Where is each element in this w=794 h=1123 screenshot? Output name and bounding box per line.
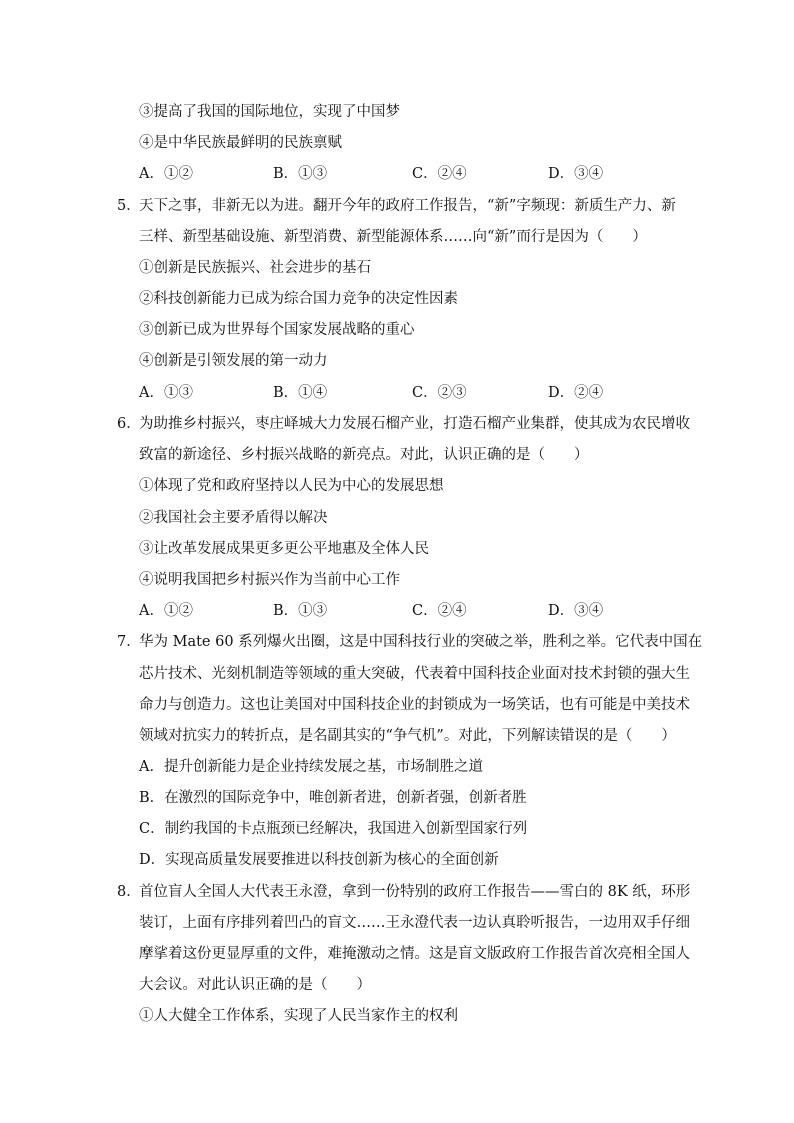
q6-number: 6． <box>117 416 141 432</box>
q7-option-b: B．在激烈的国际竞争中，唯创新者进，创新者强，创新者胜 <box>139 790 527 806</box>
q6-item-2: ②我国社会主要矛盾得以解决 <box>139 510 328 526</box>
q6-options <box>139 601 699 621</box>
q4-item-4: ④是中华民族最鲜明的民族禀赋 <box>139 135 342 151</box>
q6-option-d: D．③④ <box>548 603 604 619</box>
q5-number: 5． <box>117 198 141 214</box>
q5-option-b: B．①④ <box>273 385 328 401</box>
q8-stem-line-2: 装订，上面有序排列着凹凸的盲文……王永澄代表一边认真聆听报告，一边用双手仔细 <box>139 915 690 931</box>
q4-option-c: C．②④ <box>412 166 467 182</box>
q7-stem-line-4: 领域对抗实力的转折点，是名副其实的“争气机”。对此，下列解读错误的是（ ） <box>139 728 676 744</box>
q7-stem-line-1: 华为 Mate 60 系列爆火出圈，这是中国科技行业的突破之举，胜利之举。它代表中国在 <box>139 634 703 650</box>
q7-stem-line-3: 命力与创造力。这也让美国对中国科技企业的封锁成为一场笑话，也有可能是中美技术 <box>139 697 690 713</box>
q6-option-b: B．①③ <box>273 603 328 619</box>
q5-options <box>139 383 699 403</box>
q4-option-b: B．①③ <box>273 166 328 182</box>
q8-number: 8． <box>117 884 141 900</box>
q5-stem-line-2: 三样、新型基础设施、新型消费、新型能源体系……向“新”而行是因为（ ） <box>139 229 647 245</box>
q5-item-2: ②科技创新能力已成为综合国力竞争的决定性因素 <box>139 291 458 307</box>
q4-options <box>139 164 699 184</box>
q8-stem-line-3: 摩挲着这份更显厚重的文件，难掩激动之情。这是盲文版政府工作报告首次亮相全国人 <box>139 946 690 962</box>
q5-item-1: ①创新是民族振兴、社会进步的基石 <box>139 260 371 276</box>
q6-item-3: ③让改革发展成果更多更公平地惠及全体人民 <box>139 541 429 557</box>
q6-item-4: ④说明我国把乡村振兴作为当前中心工作 <box>139 572 400 588</box>
q6-option-c: C．②④ <box>412 603 467 619</box>
q5-option-a: A．①③ <box>139 385 193 401</box>
q8-stem-line-4: 大会议。对此认识正确的是（ ） <box>139 977 371 993</box>
q6-stem-line-2: 致富的新途径、乡村振兴战略的新亮点。对此，认识正确的是（ ） <box>139 447 589 463</box>
q7-stem-line-2: 芯片技术、光刻机制造等领域的重大突破，代表着中国科技企业面对技术封锁的强大生 <box>139 666 690 682</box>
q5-option-c: C．②③ <box>412 385 467 401</box>
q5-item-3: ③创新已成为世界每个国家发展战略的重心 <box>139 322 415 338</box>
q8-stem-line-1: 首位盲人全国人大代表王永澄，拿到一份特别的政府工作报告——雪白的 8K 纸，环形 <box>139 884 691 900</box>
q6-stem-line-1: 为助推乡村振兴，枣庄峄城大力发展石榴产业，打造石榴产业集群，使其成为农民增收 <box>139 416 690 432</box>
q5-item-4: ④创新是引领发展的第一动力 <box>139 353 328 369</box>
q7-option-d: D．实现高质量发展要推进以科技创新为核心的全面创新 <box>139 852 499 868</box>
q7-option-c: C．制约我国的卡点瓶颈已经解决，我国进入创新型国家行列 <box>139 821 528 837</box>
q8-item-1: ①人大健全工作体系，实现了人民当家作主的权利 <box>139 1008 458 1024</box>
q7-option-a: A．提升创新能力是企业持续发展之基，市场制胜之道 <box>139 759 483 775</box>
q4-item-3: ③提高了我国的国际地位，实现了中国梦 <box>139 104 400 120</box>
q6-option-a: A．①② <box>139 603 193 619</box>
q4-option-a: A．①② <box>139 166 193 182</box>
q5-option-d: D．②④ <box>548 385 604 401</box>
q7-number: 7． <box>117 634 141 650</box>
q6-item-1: ①体现了党和政府坚持以人民为中心的发展思想 <box>139 478 444 494</box>
q5-stem-line-1: 天下之事，非新无以为进。翻开今年的政府工作报告，“新”字频现：新质生产力、新 <box>139 198 676 214</box>
q4-option-d: D．③④ <box>548 166 604 182</box>
